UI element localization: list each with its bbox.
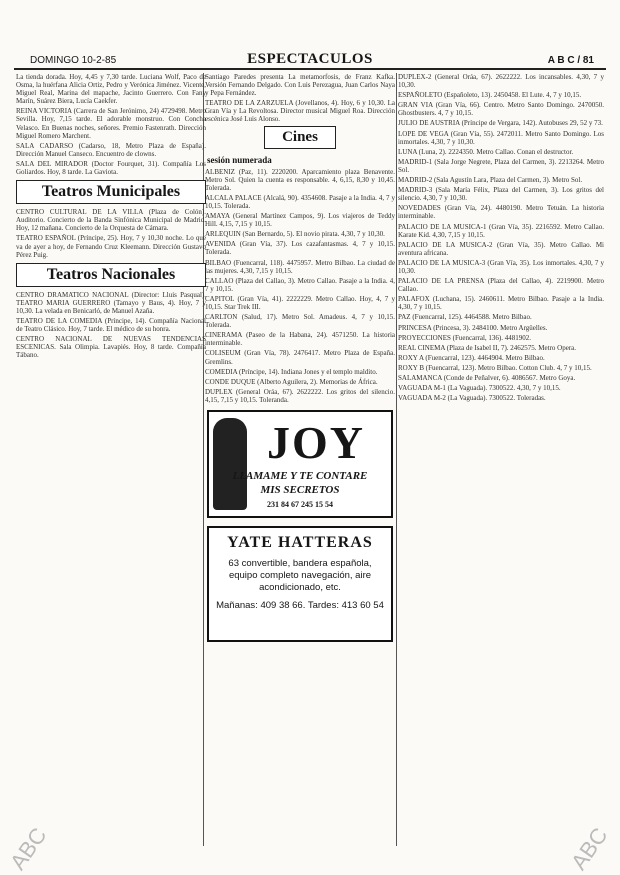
listing: CENTRO CULTURAL DE LA VILLA (Plaza de Colón). Auditorio. Concierto de la Banda Sinfónica Municipal de Madrid. Hoy, 12 mañana. Concierto de la Orquesta de Cámara.	[16, 208, 206, 233]
listing: AMAYA (General Martínez Campos, 9). Los viajeros de Teddy Hill. 4,15, 7,15 y 10,15.	[205, 212, 395, 229]
cinema-listings	[398, 73, 604, 402]
listing: CONDE DUQUE (Alberto Aguilera, 2). Memorias de África.	[205, 377, 378, 386]
listing: MADRID-2 (Sala Agustín Lara, Plaza del Carmen, 3). Metro Sol.	[398, 176, 583, 185]
yate-advertisement	[207, 526, 393, 642]
abc-watermark: ABC	[4, 823, 52, 875]
cines-heading: Cines	[264, 126, 336, 149]
listing: JULIO DE AUSTRIA (Príncipe de Vergara, 142). Autobuses 29, 52 y 73.	[398, 119, 603, 128]
woman-figure-icon	[213, 418, 247, 510]
listing: ROXY B (Fuencarral, 123). Metro Bilbao. Cotton Club. 4, 7 y 10,15.	[398, 363, 592, 372]
column-divider	[396, 73, 397, 846]
listing: TEATRO DE LA COMEDIA (Príncipe, 14). Compañía Nacional de Teatro Clásico. Hoy, 7 tarde. El médico de su honra.	[16, 316, 206, 334]
listing: CINERAMA (Paseo de la Habana, 24). 4571250. La historia interminable.	[205, 331, 395, 348]
joy-slogan: LLAMAME Y TE CONTARE	[232, 470, 368, 482]
joy-logo: JOY	[267, 417, 365, 468]
national-listings	[16, 291, 206, 360]
yate-line: 63 convertible, bandera española,	[228, 558, 372, 569]
listing: ROXY A (Fuencarral, 123). 4464904. Metro Bilbao.	[398, 353, 545, 362]
listing: AVENIDA (Gran Vía, 37). Los cazafantasmas. 4, 7 y 10,15. Tolerada.	[205, 240, 395, 257]
listing: SALA CADARSO (Cadarso, 18, Metro Plaza de España). Dirección Manuel Canseco. Encuentro de clowns.	[16, 141, 206, 158]
listing: La tienda dorada. Hoy, 4,45 y 7,30 tarde. Luciana Wolf, Paco de Osma, la huérfana Alicia Ortiz, Pedro y Verónica Jiménez. Vicente, Miguel Real, Marina del mapache, Jacinto Guerrero. Con Fany Marín, Suárez Biera, Lucía Caekfer.	[16, 73, 206, 106]
listing: DUPLEX (General Oráa, 67). 2622222. Los gritos del silencio. 4,15, 7,15 y 10,15. Toleranda.	[205, 387, 395, 404]
listing: GRAN VIA (Gran Vía, 66). Centro. Metro Santo Domingo. 2470050. Ghostbusters. 4, 7 y 10,15.	[398, 101, 604, 118]
page-number: A B C / 81	[547, 55, 594, 66]
listing: MADRID-1 (Sala Jorge Negrete, Plaza del Carmen, 3). 2213264. Metro Sol.	[398, 157, 604, 174]
listing: COLISEUM (Gran Vía, 78). 2476417. Metro Plaza de España. Gremlins.	[205, 349, 395, 366]
column-1	[16, 73, 206, 846]
listing: SALAMANCA (Conde de Peñalver, 6). 4086567. Metro Goya.	[398, 374, 576, 382]
abc-watermark: ABC	[565, 823, 613, 875]
yate-title: YATE HATTERAS	[227, 534, 373, 551]
listing: DUPLEX-2 (General Oráa, 67). 2622222. Los incansables. 4,30, 7 y 10,30.	[398, 73, 604, 90]
listing: NOVEDADES (Gran Vía, 24). 4480190. Metro Tetuán. La historia interminable.	[398, 204, 604, 221]
listing: BILBAO (Fuencarral, 118). 4475957. Metro Bilbao. La ciudad de las mujeres. 4,30, 7,15 y 10,15.	[205, 258, 395, 275]
listing: REAL CINEMA (Plaza de Isabel II, 7). 2462575. Metro Opera.	[398, 343, 577, 352]
listing: LOPE DE VEGA (Gran Vía, 55). 2472011. Metro Santo Domingo. Los inmortales. 4,30, 7 y 10,30.	[398, 129, 604, 146]
teatros-nacionales-heading: Teatros Nacionales	[16, 263, 206, 287]
joy-slogan-2: MIS SECRETOS	[260, 484, 340, 496]
listing: PALACIO DE LA MUSICA-3 (Gran Vía, 35). Los inmortales. 4,30, 7 y 10,30.	[398, 258, 604, 275]
column-3	[398, 73, 604, 846]
listing: VAGUADA M-1 (La Vaguada). 7300522. 4,30, 7 y 10,15.	[398, 384, 561, 393]
joy-advertisement	[207, 410, 393, 518]
listing: PROYECCIONES (Fuencarral, 136). 4481902.	[398, 333, 531, 342]
listing: CARLTON (Salud, 17). Metro Sol. Amadeus. 4, 7 y 10,15. Tolerada.	[205, 313, 395, 330]
listing: CALLAO (Plaza del Callao, 3). Metro Callao. Pasaje a la India. 4, 7 y 10,15.	[205, 276, 395, 293]
yate-body	[209, 558, 391, 594]
section-title: ESPECTACULOS	[247, 51, 373, 67]
listing: PRINCESA (Princesa, 3). 2484100. Metro Argüelles.	[398, 323, 548, 332]
listing: COMEDIA (Príncipe, 14). Indiana Jones y el templo maldito.	[205, 367, 378, 376]
theatre-listings	[16, 73, 206, 176]
listing: PALACIO DE LA MUSICA-2 (Gran Vía, 35). Metro Callao. Mi aventura africana.	[398, 240, 604, 257]
theatre-listings	[205, 73, 395, 124]
listing: SALA DEL MIRADOR (Doctor Fourquet, 31). Compañía Los Goliardos. Hoy, 8 tarde. La Gaviota.	[16, 159, 206, 177]
listing: TEATRO ESPAÑOL (Príncipe, 25). Hoy, 7 y 10,30 noche. Lo que va de ayer a hoy, de Fernando Cruz Kleemann. Dirección Gustavo Pérez Puig.	[16, 234, 206, 259]
listing: ESPAÑOLETO (Españoleto, 13). 2450458. El Lute. 4, 7 y 10,15.	[398, 91, 582, 100]
cinema-listings	[205, 168, 395, 404]
yate-line: acondicionado, etc.	[259, 582, 341, 593]
listing: ARLEQUIN (San Bernardo, 5). El novio pirata. 4,30, 7 y 10,30.	[205, 230, 385, 239]
listing: PALACIO DE LA PRENSA (Plaza del Callao, 4). 2219900. Metro Callao.	[398, 277, 604, 294]
listing: PALAFOX (Luchana, 15). 2460611. Metro Bilbao. Pasaje a la India. 4,30, 7 y 10,15.	[398, 295, 604, 312]
yate-phone: Mañanas: 409 38 66. Tardes: 413 60 54	[216, 600, 384, 611]
teatros-municipales-heading: Teatros Municipales	[16, 180, 206, 204]
listing: CENTRO NACIONAL DE NUEVAS TENDENCIAS ESCENICAS. Sala Olimpia. Lavapiés. Hoy, 8 tarde. Compañía Tábano.	[16, 335, 206, 360]
listing: PAZ (Fuencarral, 125). 4464588. Metro Bilbao.	[398, 313, 532, 322]
listing: VAGUADA M-2 (La Vaguada). 7300522. Toleradas.	[398, 394, 546, 403]
listing: ALCALA PALACE (Alcalá, 90). 4354608. Pasaje a la India. 4, 7 y 10,15. Tolerada.	[205, 193, 395, 210]
joy-phones: 231 84 67 245 15 54	[267, 500, 333, 509]
page-header	[14, 46, 606, 68]
listing: CAPITOL (Gran Vía, 41). 2222229. Metro Callao. Hoy, 4, 7 y 10,15. Star Trek III.	[205, 294, 395, 311]
column-2	[205, 73, 395, 846]
listing: PALACIO DE LA MUSICA-1 (Gran Vía, 35). 2216592. Metro Callao. Karate Kid. 4,30, 7,15 y 10,15.	[398, 222, 604, 239]
listing: CENTRO DRAMATICO NACIONAL (Director: Lluis Pasqual). TEATRO MARIA GUERRERO (Tamayo y Baus, 4). Hoy, 7 y 10,30. La velada en Benicarló, de Manuel Azaña.	[16, 290, 206, 315]
header-date: DOMINGO 10-2-85	[30, 55, 117, 66]
listing: REINA VICTORIA (Carrera de San Jerónimo, 24) 4729498. Metro Sevilla. Hoy, 7,15 tarde. El adorable monstruo. Con Concha Velasco. En Buenas noches, señores. Premio Fastenrath. Dirección Miguel Romero Marchent.	[16, 107, 206, 140]
listing: TEATRO DE LA ZARZUELA (Jovellanos, 4). Hoy, 6 y 10,30. La Gran Vía y La Revoltosa. Director musical Miguel Roa. Dirección escénica José Luis Alonso.	[205, 99, 395, 124]
municipal-listings	[16, 208, 206, 259]
yate-line: equipo completo navegación, aire	[228, 570, 372, 581]
header-rule	[14, 68, 606, 70]
listing: MADRID-3 (Sala María Félix, Plaza del Carmen, 3). Los gritos del silencio. 4,30, 7 y 10,30.	[398, 186, 604, 203]
listing: Santiago Paredes presenta La metamorfosis, de Franz Kafka. Versión Fernando Delgado. Con Luis Perezagua, Juan Carlos Naya y Pepa Fernández.	[205, 73, 395, 98]
listing: ALBENIZ (Paz, 11). 2220200. Aparcamiento plaza Benavente. Metro Sol. Quien la cuenta es responsable. 4, 6,15, 8,30 y 10,45. Tolerada.	[205, 167, 395, 192]
sesion-numerada-heading: sesión numerada	[207, 154, 272, 165]
listing: LUNA (Luna, 2). 2224350. Metro Callao. Conan el destructor.	[398, 147, 574, 156]
